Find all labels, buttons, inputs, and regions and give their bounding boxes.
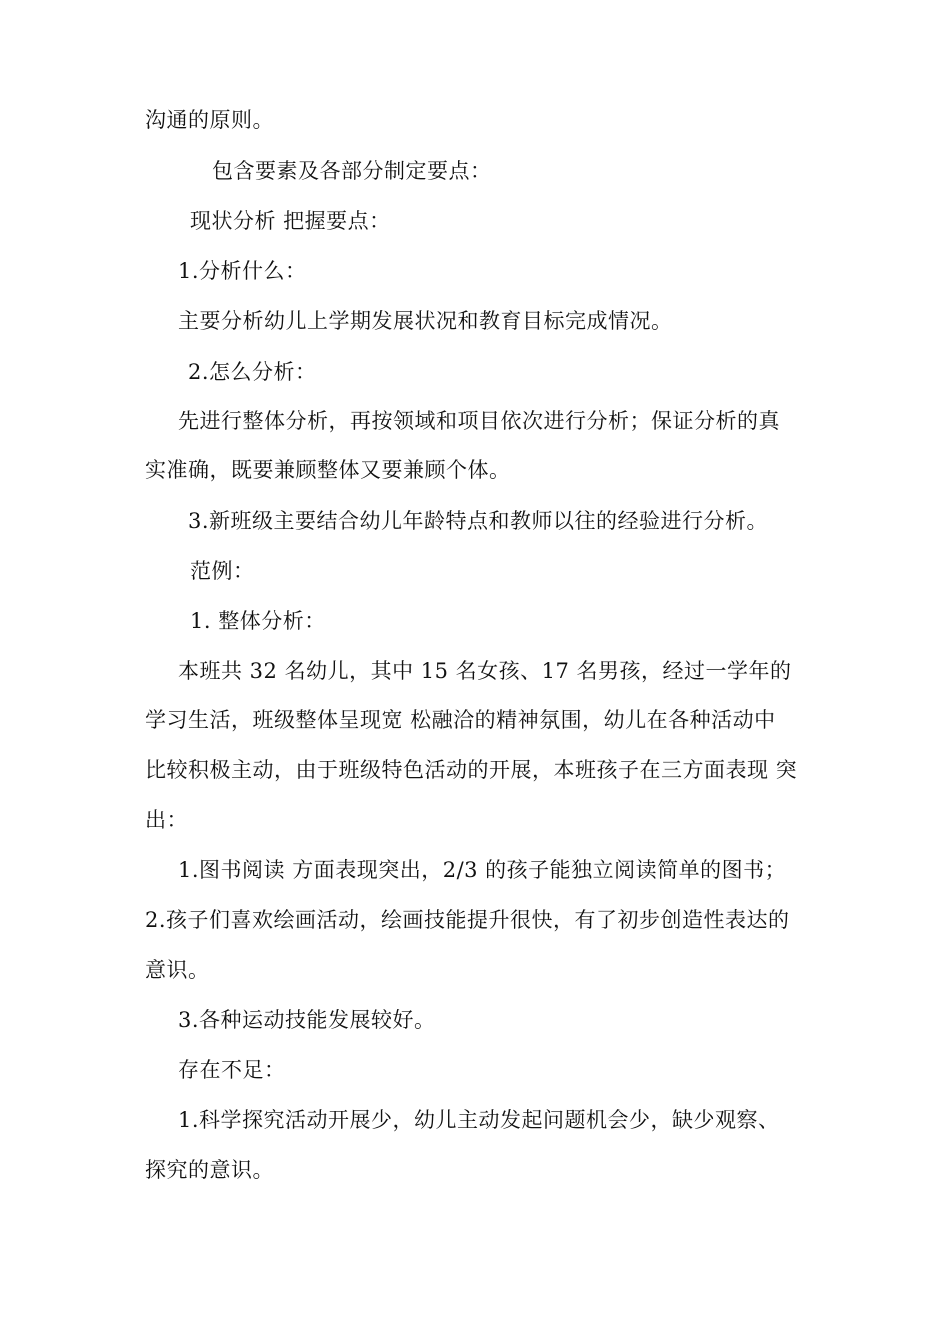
list-item-heading: 1. 整体分析： xyxy=(190,609,326,633)
text-line: 意识。 xyxy=(145,958,210,982)
text-line: 主要分析幼儿上学期发展状况和教育目标完成情况。 xyxy=(178,309,673,333)
text-line: 先进行整体分析，再按领域和项目依次进行分析；保证分析的真 xyxy=(178,409,780,433)
text-line: 比较积极主动，由于班级特色活动的开展，本班孩子在三方面表现 突 xyxy=(145,758,798,782)
list-item-heading: 1.分析什么： xyxy=(178,259,307,283)
text-line: 出： xyxy=(145,808,188,832)
subsection-heading: 范例： xyxy=(190,559,255,583)
section-heading: 包含要素及各部分制定要点： xyxy=(212,159,492,183)
list-item: 1.图书阅读 方面表现突出，2/3 的孩子能独立阅读简单的图书； xyxy=(178,858,787,882)
list-item-heading: 2.怎么分析： xyxy=(188,360,317,384)
list-item: 1.科学探究活动开展少，幼儿主动发起问题机会少，缺少观察、 xyxy=(178,1108,780,1132)
text-line-1: 沟通的原则。 xyxy=(145,108,274,132)
list-item: 2.孩子们喜欢绘画活动，绘画技能提升很快，有了初步创造性表达的 xyxy=(145,908,790,932)
text-line: 实准确，既要兼顾整体又要兼顾个体。 xyxy=(145,458,511,482)
list-item: 3.新班级主要结合幼儿年龄特点和教师以往的经验进行分析。 xyxy=(188,509,769,533)
list-item: 3.各种运动技能发展较好。 xyxy=(178,1008,436,1032)
subsection-heading: 现状分析 把握要点： xyxy=(190,209,391,233)
text-line: 学习生活，班级整体呈现宽 松融洽的精神氛围，幼儿在各种活动中 xyxy=(145,708,776,732)
text-line: 探究的意识。 xyxy=(145,1158,274,1182)
text-line: 本班共 32 名幼儿，其中 15 名女孩、17 名男孩，经过一学年的 xyxy=(178,659,792,683)
subsection-heading: 存在不足： xyxy=(178,1058,286,1082)
